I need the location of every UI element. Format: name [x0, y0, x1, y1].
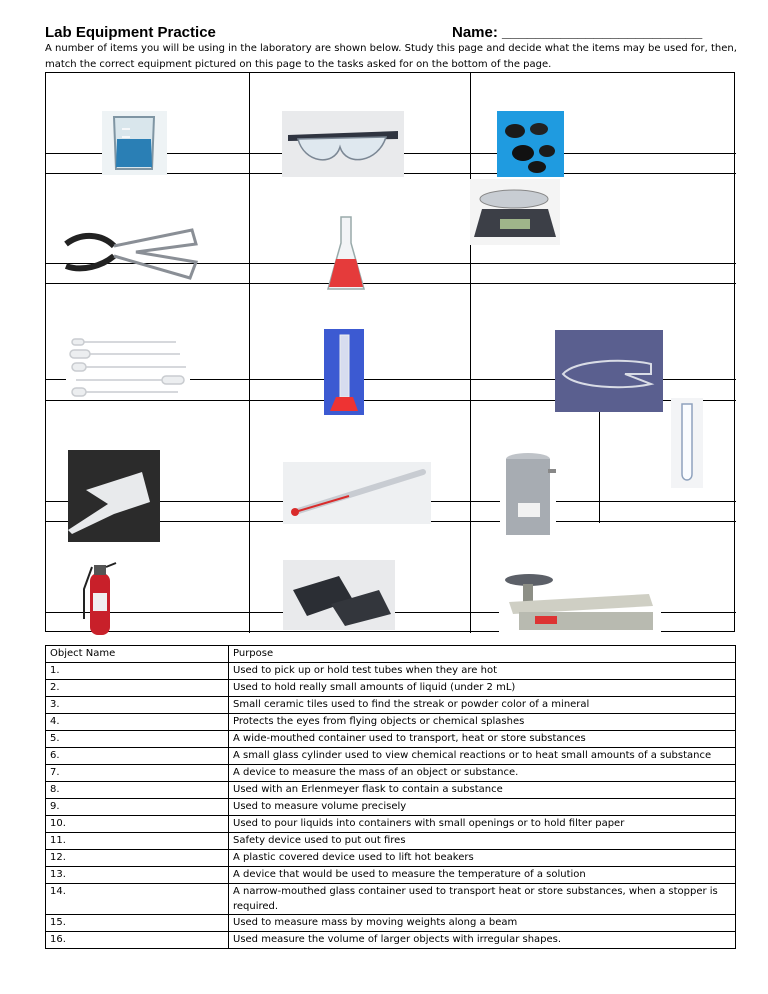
- answer-cell[interactable]: 16.: [46, 932, 229, 949]
- answer-cell[interactable]: 1.: [46, 663, 229, 680]
- graduated-cylinder-icon: [324, 329, 364, 415]
- grid-divider: [599, 400, 600, 523]
- purpose-cell: Used to measure mass by moving weights along a beam: [229, 915, 736, 932]
- answer-cell[interactable]: 7.: [46, 765, 229, 782]
- triple-beam-balance-icon: [499, 566, 661, 634]
- answer-cell[interactable]: 9.: [46, 799, 229, 816]
- grid-divider: [470, 73, 471, 633]
- table-header-row: [46, 646, 736, 663]
- table-row: [46, 714, 736, 731]
- object-name-header: Object Name: [46, 646, 229, 663]
- crucible-tongs-icon: [62, 222, 202, 282]
- answer-cell[interactable]: 6.: [46, 748, 229, 765]
- purpose-cell: Used measure the volume of larger objects with irregular shapes.: [229, 932, 736, 949]
- purpose-cell: Used to pour liquids into containers with small openings or to hold filter paper: [229, 816, 736, 833]
- equipment-grid: [45, 72, 735, 632]
- table-row: [46, 833, 736, 850]
- table-row: [46, 799, 736, 816]
- purpose-cell: A device that would be used to measure the temperature of a solution: [229, 867, 736, 884]
- answer-cell[interactable]: 3.: [46, 697, 229, 714]
- matching-table: [45, 645, 736, 949]
- purpose-cell: A small glass cylinder used to view chemical reactions or to heat small amounts of a substance: [229, 748, 736, 765]
- table-row: [46, 867, 736, 884]
- overflow-can-icon: [500, 449, 556, 541]
- pipettes-icon: [66, 336, 190, 398]
- grid-divider: [46, 283, 736, 284]
- table-row: [46, 748, 736, 765]
- answer-cell[interactable]: 10.: [46, 816, 229, 833]
- rubber-stoppers-icon: [497, 111, 564, 177]
- purpose-header: Purpose: [229, 646, 736, 663]
- answer-cell[interactable]: 12.: [46, 850, 229, 867]
- table-row: [46, 884, 736, 915]
- table-row: [46, 782, 736, 799]
- test-tube-icon: [671, 398, 703, 488]
- table-row: [46, 731, 736, 748]
- table-row: [46, 663, 736, 680]
- table-row: [46, 915, 736, 932]
- table-row: [46, 932, 736, 949]
- instructions: A number of items you will be using in the laboratory are shown below. Study this page and decide what the items may be used for, then, match the correct equipment pictured on this page to the tasks asked for on the bottom of the page.: [45, 43, 737, 70]
- answer-cell[interactable]: 2.: [46, 680, 229, 697]
- purpose-cell: Used to measure volume precisely: [229, 799, 736, 816]
- answer-cell[interactable]: 11.: [46, 833, 229, 850]
- purpose-cell: Used with an Erlenmeyer flask to contain a substance: [229, 782, 736, 799]
- fire-extinguisher-icon: [80, 559, 118, 637]
- table-row: [46, 680, 736, 697]
- purpose-cell: Used to hold really small amounts of liquid (under 2 mL): [229, 680, 736, 697]
- funnel-icon: [68, 450, 160, 542]
- answer-cell[interactable]: 15.: [46, 915, 229, 932]
- answer-cell[interactable]: 8.: [46, 782, 229, 799]
- erlenmeyer-flask-icon: [326, 215, 366, 295]
- purpose-cell: Safety device used to put out fires: [229, 833, 736, 850]
- purpose-cell: Protects the eyes from flying objects or chemical splashes: [229, 714, 736, 731]
- answer-cell[interactable]: 5.: [46, 731, 229, 748]
- safety-goggles-icon: [282, 111, 404, 177]
- table-row: [46, 816, 736, 833]
- purpose-cell: Used to pick up or hold test tubes when they are hot: [229, 663, 736, 680]
- table-row: [46, 850, 736, 867]
- purpose-cell: A device to measure the mass of an object or substance.: [229, 765, 736, 782]
- answer-cell[interactable]: 13.: [46, 867, 229, 884]
- streak-plates-icon: [283, 560, 395, 630]
- electronic-balance-icon: [470, 179, 560, 245]
- grid-divider: [249, 73, 250, 633]
- table-row: [46, 697, 736, 714]
- purpose-cell: A narrow-mouthed glass container used to transport heat or store substances, when a stopper is required.: [229, 884, 736, 915]
- page-title: Lab Equipment Practice: [45, 24, 216, 41]
- beaker-icon: [102, 111, 167, 175]
- answer-cell[interactable]: 4.: [46, 714, 229, 731]
- table-row: [46, 765, 736, 782]
- purpose-cell: A wide-mouthed container used to transport, heat or store substances: [229, 731, 736, 748]
- purpose-cell: Small ceramic tiles used to find the streak or powder color of a mineral: [229, 697, 736, 714]
- purpose-cell: A plastic covered device used to lift hot beakers: [229, 850, 736, 867]
- thermometer-icon: [283, 462, 431, 524]
- name-field[interactable]: Name: ________________________: [452, 24, 703, 41]
- answer-cell[interactable]: 14.: [46, 884, 229, 915]
- test-tube-holder-icon: [555, 330, 663, 412]
